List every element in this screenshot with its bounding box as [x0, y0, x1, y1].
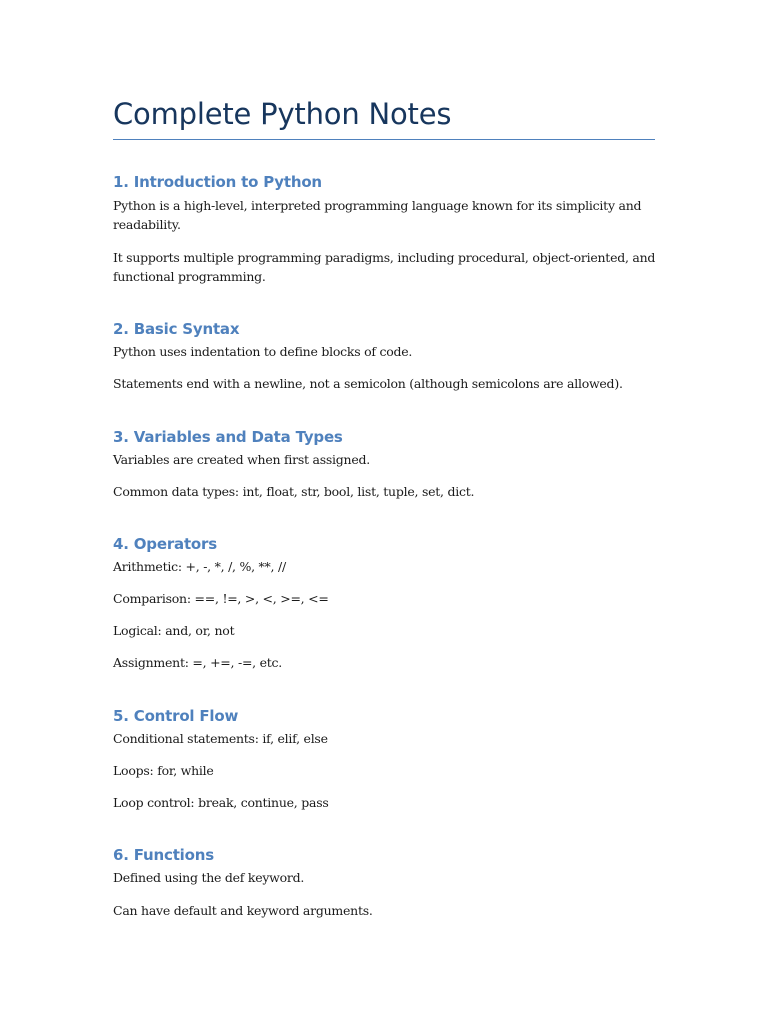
section-paragraph: Loops: for, while [113, 763, 214, 778]
section-paragraph: Python uses indentation to define blocks of code. [113, 344, 413, 359]
title-underline [113, 139, 655, 140]
section-paragraph: Defined using the def keyword. [113, 870, 305, 885]
section-heading-variables: 3. Variables and Data Types [113, 428, 343, 446]
section-heading-control-flow: 5. Control Flow [113, 707, 239, 725]
section-paragraph: Variables are created when first assigned. [113, 452, 370, 467]
section-paragraph: Python is a high-level, interpreted programming language known for its simplicity and readability. [113, 198, 642, 232]
section-paragraph: Statements end with a newline, not a semicolon (although semicolons are allowed). [113, 376, 623, 391]
section-heading-operators: 4. Operators [113, 535, 217, 553]
section-paragraph: Common data types: int, float, str, bool, list, tuple, set, dict. [113, 484, 475, 499]
section-heading-introduction: 1. Introduction to Python [113, 173, 322, 191]
document-title: Complete Python Notes [113, 97, 452, 131]
section-paragraph: Comparison: ==, !=, >, <, >=, <= [113, 591, 329, 606]
section-paragraph: Conditional statements: if, elif, else [113, 731, 328, 746]
section-paragraph: Loop control: break, continue, pass [113, 795, 329, 810]
section-heading-basic-syntax: 2. Basic Syntax [113, 320, 240, 338]
section-paragraph: Can have default and keyword arguments. [113, 903, 373, 918]
section-paragraph: Arithmetic: +, -, *, /, %, **, // [113, 559, 286, 574]
section-paragraph: Assignment: =, +=, -=, etc. [113, 655, 283, 670]
section-heading-functions: 6. Functions [113, 846, 214, 864]
section-paragraph: It supports multiple programming paradigms, including procedural, object-oriented, and functional programming. [113, 250, 656, 284]
section-paragraph: Logical: and, or, not [113, 623, 235, 638]
